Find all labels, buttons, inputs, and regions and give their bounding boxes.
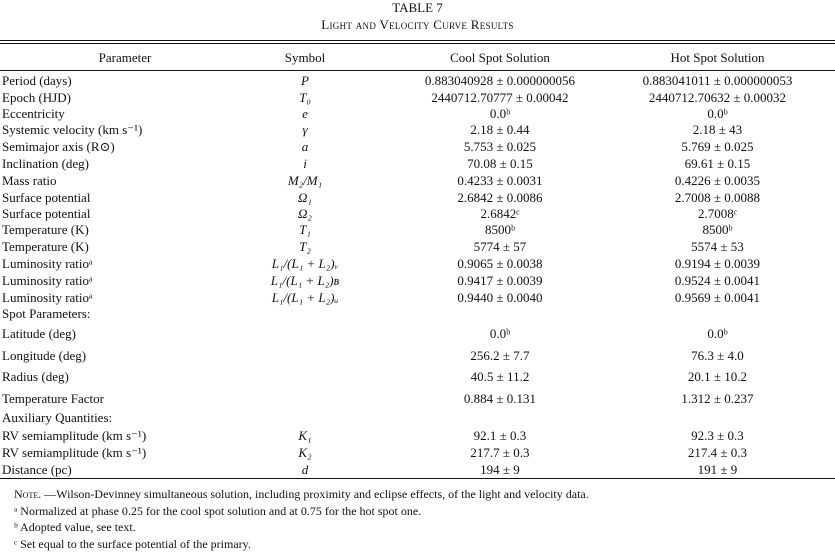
- row-parameter: Latitude (deg): [2, 326, 76, 342]
- row-parameter: Period (days): [2, 73, 72, 89]
- row-hot-value: 0.0ᵇ: [600, 106, 835, 122]
- row-parameter: Surface potential: [2, 206, 90, 222]
- header-rule: [0, 70, 835, 71]
- row-parameter: Temperature Factor: [2, 391, 104, 407]
- row-parameter: Auxiliary Quantities:: [2, 410, 112, 426]
- table-row: [0, 139, 835, 155]
- row-hot-value: 92.3 ± 0.3: [600, 428, 835, 444]
- row-parameter: RV semiamplitude (km s⁻¹): [2, 445, 146, 461]
- top-rule: [0, 40, 835, 41]
- row-cool-value: 0.0ᵇ: [380, 326, 620, 342]
- table-notes: [14, 486, 589, 552]
- row-parameter: Luminosity ratioᵃ: [2, 256, 93, 272]
- row-symbol: L₁/(L₁ + L₂)ᵤ: [250, 290, 360, 306]
- table-row: [0, 428, 835, 444]
- row-parameter: Spot Parameters:: [2, 306, 90, 322]
- row-cool-value: 40.5 ± 11.2: [380, 369, 620, 385]
- row-symbol: γ: [250, 122, 360, 138]
- row-hot-value: 20.1 ± 10.2: [600, 369, 835, 385]
- footnote-c: ᶜ Set equal to the surface potential of the primary.: [14, 536, 589, 552]
- table-row: [0, 239, 835, 255]
- row-parameter: Inclination (deg): [2, 156, 89, 172]
- note-text: —Wilson-Devinney simultaneous solution, including proximity and eclipse effects, of the light and velocity data.: [44, 487, 589, 501]
- row-parameter: Mass ratio: [2, 173, 57, 189]
- row-hot-value: 5574 ± 53: [600, 239, 835, 255]
- top-rule-second: [0, 43, 835, 44]
- row-hot-value: 0.4226 ± 0.0035: [600, 173, 835, 189]
- table-row: [0, 445, 835, 461]
- row-cool-value: 256.2 ± 7.7: [380, 348, 620, 364]
- row-cool-value: 194 ± 9: [380, 462, 620, 478]
- row-hot-value: 2.7008 ± 0.0088: [600, 190, 835, 206]
- row-parameter: Longitude (deg): [2, 348, 86, 364]
- row-parameter: Distance (pc): [2, 462, 72, 478]
- table-row: [0, 206, 835, 222]
- header-parameter: Parameter: [0, 50, 250, 66]
- row-hot-value: 8500ᵇ: [600, 222, 835, 238]
- table-row: [0, 326, 835, 342]
- row-symbol: Ω₂: [250, 206, 360, 222]
- row-cool-value: 92.1 ± 0.3: [380, 428, 620, 444]
- row-symbol: K₂: [250, 445, 360, 461]
- row-cool-value: 2.6842ᶜ: [380, 206, 620, 222]
- table-row: [0, 90, 835, 106]
- row-hot-value: 2440712.70632 ± 0.00032: [600, 90, 835, 106]
- row-symbol: T₂: [250, 239, 360, 255]
- row-symbol: L₁/(L₁ + L₂)ᵥ: [250, 256, 360, 272]
- row-symbol: K₁: [250, 428, 360, 444]
- row-hot-value: 0.883041011 ± 0.000000053: [600, 73, 835, 89]
- row-parameter: Luminosity ratioᵃ: [2, 290, 93, 306]
- row-hot-value: 0.9194 ± 0.0039: [600, 256, 835, 272]
- header-cool-spot: Cool Spot Solution: [380, 50, 620, 66]
- table-row: [0, 273, 835, 289]
- row-hot-value: 76.3 ± 4.0: [600, 348, 835, 364]
- row-hot-value: 0.0ᵇ: [600, 326, 835, 342]
- row-cool-value: 70.08 ± 0.15: [380, 156, 620, 172]
- row-cool-value: 217.7 ± 0.3: [380, 445, 620, 461]
- row-hot-value: 5.769 ± 0.025: [600, 139, 835, 155]
- table-row: [0, 190, 835, 206]
- table-row: [0, 306, 835, 322]
- row-cool-value: 0.9065 ± 0.0038: [380, 256, 620, 272]
- row-symbol: T₀: [250, 90, 360, 106]
- row-parameter: Semimajor axis (R⊙): [2, 139, 115, 155]
- row-cool-value: 0.884 ± 0.131: [380, 391, 620, 407]
- row-cool-value: 2.6842 ± 0.0086: [380, 190, 620, 206]
- row-symbol: M₂/M₁: [250, 173, 360, 189]
- table-row: [0, 173, 835, 189]
- row-parameter: Temperature (K): [2, 222, 89, 238]
- row-parameter: Epoch (HJD): [2, 90, 71, 106]
- note-label: Note.: [14, 487, 41, 501]
- row-parameter: Luminosity ratioᵃ: [2, 273, 93, 289]
- footnote-b: ᵇ Adopted value, see text.: [14, 519, 589, 536]
- row-cool-value: 0.883040928 ± 0.000000056: [380, 73, 620, 89]
- row-hot-value: 1.312 ± 0.237: [600, 391, 835, 407]
- row-hot-value: 0.9569 ± 0.0041: [600, 290, 835, 306]
- row-symbol: d: [250, 462, 360, 478]
- row-hot-value: 2.7008ᶜ: [600, 206, 835, 222]
- row-cool-value: 0.9417 ± 0.0039: [380, 273, 620, 289]
- row-cool-value: 0.0ᵇ: [380, 106, 620, 122]
- bottom-rule: [0, 478, 835, 479]
- table-row: [0, 106, 835, 122]
- row-hot-value: 0.9524 ± 0.0041: [600, 273, 835, 289]
- row-parameter: Temperature (K): [2, 239, 89, 255]
- row-cool-value: 0.9440 ± 0.0040: [380, 290, 620, 306]
- table-row: [0, 122, 835, 138]
- row-cool-value: 0.4233 ± 0.0031: [380, 173, 620, 189]
- table-row: [0, 410, 835, 426]
- header-hot-spot: Hot Spot Solution: [600, 50, 835, 66]
- footnote-a: ᵃ Normalized at phase 0.25 for the cool spot solution and at 0.75 for the hot spot one.: [14, 503, 589, 520]
- table-row: [0, 73, 835, 89]
- row-parameter: Surface potential: [2, 190, 90, 206]
- row-parameter: Eccentricity: [2, 106, 65, 122]
- table-row: [0, 256, 835, 272]
- row-symbol: e: [250, 106, 360, 122]
- row-cool-value: 8500ᵇ: [380, 222, 620, 238]
- table-row: [0, 348, 835, 364]
- table-subtitle: Light and Velocity Curve Results: [0, 17, 835, 32]
- row-symbol: T₁: [250, 222, 360, 238]
- row-cool-value: 5.753 ± 0.025: [380, 139, 620, 155]
- table-row: [0, 391, 835, 407]
- table-row: [0, 156, 835, 172]
- row-symbol: P: [250, 73, 360, 89]
- row-parameter: Systemic velocity (km s⁻¹): [2, 122, 142, 138]
- row-symbol: L₁/(L₁ + L₂)ʙ: [250, 273, 360, 289]
- row-symbol: a: [250, 139, 360, 155]
- row-parameter: Radius (deg): [2, 369, 69, 385]
- row-symbol: i: [250, 156, 360, 172]
- note-main: [14, 486, 589, 503]
- table-row: [0, 462, 835, 478]
- row-cool-value: 2.18 ± 0.44: [380, 122, 620, 138]
- row-hot-value: 2.18 ± 43: [600, 122, 835, 138]
- table-title: TABLE 7: [0, 0, 835, 15]
- row-hot-value: 191 ± 9: [600, 462, 835, 478]
- table-row: [0, 222, 835, 238]
- table-row: [0, 369, 835, 385]
- header-symbol: Symbol: [250, 50, 360, 66]
- table-row: [0, 290, 835, 306]
- row-symbol: Ω₁: [250, 190, 360, 206]
- row-hot-value: 217.4 ± 0.3: [600, 445, 835, 461]
- row-hot-value: 69.61 ± 0.15: [600, 156, 835, 172]
- row-cool-value: 2440712.70777 ± 0.00042: [380, 90, 620, 106]
- row-parameter: RV semiamplitude (km s⁻¹): [2, 428, 146, 444]
- row-cool-value: 5774 ± 57: [380, 239, 620, 255]
